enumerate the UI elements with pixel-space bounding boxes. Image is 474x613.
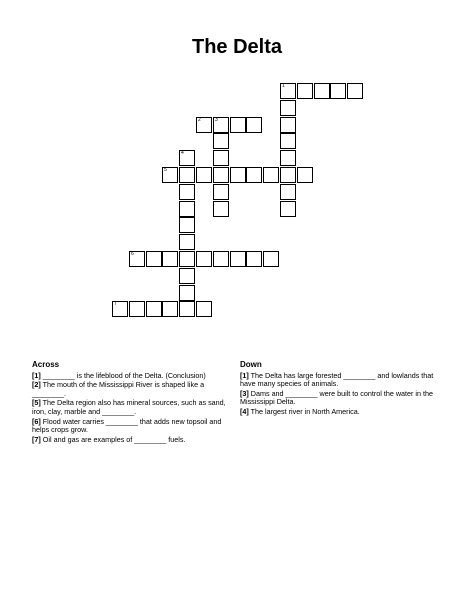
clue-down-4 [240, 408, 445, 417]
clue-text: Dams and ________ were built to control the water in the Mississippi Delta. [240, 388, 433, 407]
grid-cell[interactable] [146, 251, 162, 267]
clue-number: [1] [240, 370, 249, 380]
down-heading: Down [240, 360, 262, 369]
clue-down-1 [240, 372, 445, 389]
grid-cell[interactable] [112, 301, 128, 317]
clue-text: ________ is the lifeblood of the Delta. (Conclusion) [42, 370, 206, 380]
grid-cell[interactable] [129, 301, 145, 317]
across-clues [32, 361, 232, 445]
grid-cell[interactable] [213, 167, 229, 183]
grid-cell[interactable] [179, 251, 195, 267]
grid-cell[interactable] [179, 201, 195, 217]
grid-cell[interactable] [179, 217, 195, 233]
cell-number: 2 [198, 117, 201, 123]
grid-cell[interactable] [230, 117, 246, 133]
grid-cell[interactable] [179, 268, 195, 284]
cell-number: 3 [215, 117, 218, 123]
grid-cell[interactable] [230, 167, 246, 183]
clue-text: Flood water carries ________ that adds new topsoil and helps crops grow. [32, 416, 222, 435]
cell-number: 6 [131, 251, 134, 257]
clue-number: [5] [32, 398, 41, 408]
clue-list [32, 372, 232, 445]
grid-cell[interactable] [280, 117, 296, 133]
grid-cell[interactable] [213, 201, 229, 217]
down-clues [240, 361, 445, 418]
clue-text: Oil and gas are examples of ________ fuels. [42, 434, 186, 444]
across-heading: Across [32, 360, 60, 369]
grid-cell[interactable] [129, 251, 145, 267]
grid-cell[interactable] [297, 167, 313, 183]
grid-cell[interactable] [213, 150, 229, 166]
clue-list [240, 372, 445, 417]
grid-cell[interactable] [213, 251, 229, 267]
clue-text: The mouth of the Mississippi River is shaped like a ________. [32, 380, 205, 398]
clue-across-1 [32, 372, 232, 381]
grid-cell[interactable] [179, 167, 195, 183]
clue-across-6 [32, 418, 232, 435]
grid-cell[interactable] [196, 117, 212, 133]
page-title: The Delta [191, 36, 283, 58]
grid-cell[interactable] [196, 167, 212, 183]
grid-cell[interactable] [162, 301, 178, 317]
grid-cell[interactable] [280, 201, 296, 217]
grid-cell[interactable] [213, 184, 229, 200]
cell-number: 5 [164, 167, 167, 173]
clue-number: [3] [240, 388, 249, 398]
clue-across-7 [32, 436, 232, 445]
grid-cell[interactable] [179, 285, 195, 301]
grid-cell[interactable] [246, 117, 262, 133]
clue-text: The Delta region also has mineral sources, such as sand, iron, clay, marble and ________. [32, 398, 226, 416]
grid-cell[interactable] [179, 184, 195, 200]
grid-cell[interactable] [162, 251, 178, 267]
grid-cell[interactable] [280, 100, 296, 116]
grid-cell[interactable] [263, 167, 279, 183]
clue-number: [1] [32, 370, 41, 380]
clue-number: [4] [240, 406, 249, 416]
grid-cell[interactable] [280, 133, 296, 149]
cell-number: 1 [282, 83, 285, 89]
cell-number: 7 [114, 301, 117, 307]
grid-cell[interactable] [179, 234, 195, 250]
grid-cell[interactable] [196, 251, 212, 267]
grid-cell[interactable] [213, 117, 229, 133]
grid-cell[interactable] [179, 301, 195, 317]
clue-across-2 [32, 381, 232, 398]
grid-cell[interactable] [246, 251, 262, 267]
grid-cell[interactable] [314, 83, 330, 99]
grid-cell[interactable] [179, 150, 195, 166]
grid-cell[interactable] [230, 251, 246, 267]
clue-number: [2] [32, 380, 41, 390]
grid-cell[interactable] [263, 251, 279, 267]
clue-down-3 [240, 390, 445, 407]
cell-number: 4 [181, 150, 184, 156]
grid-cell[interactable] [330, 83, 346, 99]
clue-number: [7] [32, 434, 41, 444]
grid-cell[interactable] [347, 83, 363, 99]
clue-number: [6] [32, 416, 41, 426]
grid-cell[interactable] [280, 184, 296, 200]
grid-cell[interactable] [297, 83, 313, 99]
grid-cell[interactable] [196, 301, 212, 317]
grid-cell[interactable] [213, 133, 229, 149]
grid-cell[interactable] [280, 150, 296, 166]
grid-cell[interactable] [280, 83, 296, 99]
grid-cell[interactable] [162, 167, 178, 183]
grid-cell[interactable] [246, 167, 262, 183]
clue-text: The Delta has large forested ________ and lowlands that have many species of animals. [240, 370, 434, 389]
grid-cell[interactable] [146, 301, 162, 317]
clue-text: The largest river in North America. [250, 406, 360, 416]
clue-across-5 [32, 399, 232, 416]
grid-cell[interactable] [280, 167, 296, 183]
